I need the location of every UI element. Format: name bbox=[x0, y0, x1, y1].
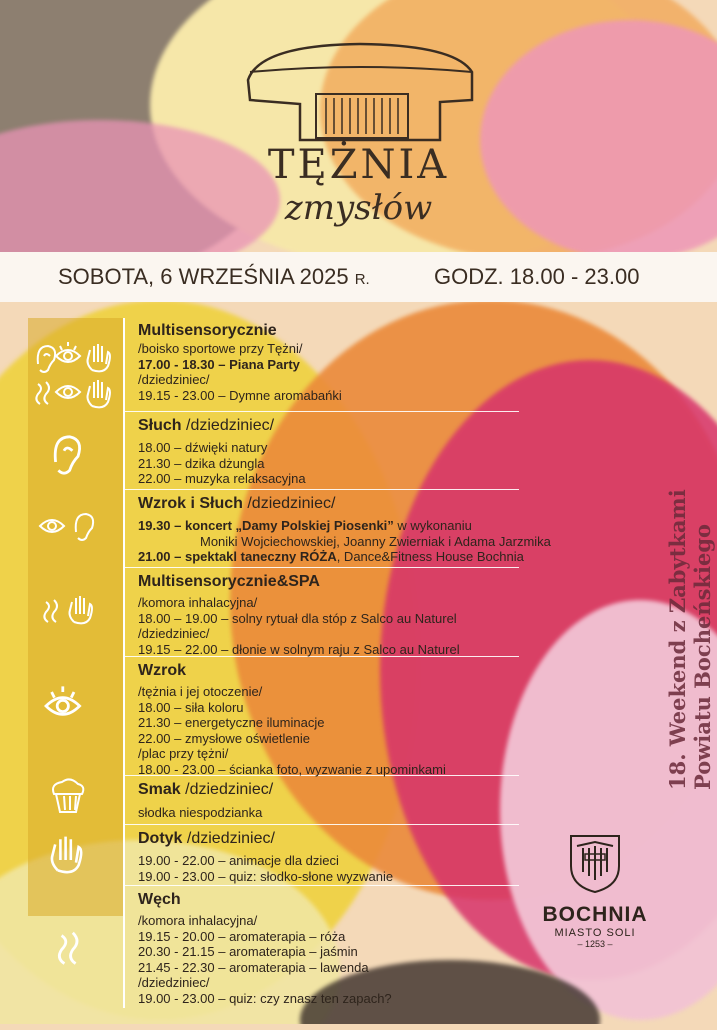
section-sight-hearing bbox=[138, 494, 551, 565]
section-touch bbox=[138, 829, 393, 884]
event-item: 19.30 – koncert „Damy Polskiej Piosenki” w wykonaniu bbox=[138, 518, 472, 533]
event-item: 18.00 – 19.00 – solny rytuał dla stóp z Salco au Naturel bbox=[138, 610, 457, 626]
section-divider bbox=[124, 824, 519, 825]
city-year: – 1253 – bbox=[577, 939, 613, 949]
coat-of-arms-icon bbox=[565, 832, 625, 894]
smell-icon bbox=[36, 382, 49, 404]
muffin-icon bbox=[53, 779, 83, 812]
event-item: 18.00 – siła koloru bbox=[138, 699, 244, 715]
event-item: 19.15 - 23.00 – Dymne aromabańki bbox=[138, 387, 342, 403]
event-item: 19.00 - 23.00 – quiz: słodko-słone wyzwanie bbox=[138, 868, 394, 884]
weekend-side-text: 18. Weekend z Zabytkami Powiatu Bocheńskiego bbox=[665, 489, 715, 790]
place: /komora inhalacyjna/ bbox=[138, 913, 258, 928]
event-item: 21.30 – energetyczne iluminacje bbox=[138, 715, 325, 730]
event-item: 22.00 – zmysłowe oświetlenie bbox=[138, 730, 310, 746]
event-item: 18.00 – dźwięki natury bbox=[138, 440, 268, 455]
event-subtitle: zmysłów bbox=[284, 188, 433, 228]
place: /boisko sportowe przy Tężni/ bbox=[138, 341, 303, 356]
place: /dziedziniec/ bbox=[138, 372, 210, 387]
eye-icon bbox=[40, 520, 64, 532]
smell-icon bbox=[59, 933, 77, 964]
eye-icon bbox=[46, 686, 80, 714]
smell-icon bbox=[44, 600, 57, 622]
event-item: 19.15 – 22.00 – dłonie w solnym raju z Salco au Naturel bbox=[138, 641, 460, 657]
section-title: Węch bbox=[138, 891, 181, 908]
event-item: 19.00 - 23.00 – quiz: czy znasz ten zapach? bbox=[138, 990, 392, 1006]
ear-icon bbox=[55, 437, 79, 473]
city-logo bbox=[535, 832, 655, 949]
section-title: Dotyk /dziedziniec/ bbox=[138, 830, 275, 847]
eye-icon bbox=[56, 386, 80, 398]
section-divider bbox=[124, 411, 519, 412]
graduation-tower-icon bbox=[0, 0, 717, 150]
date-band bbox=[0, 252, 717, 302]
place: /dziedziniec/ bbox=[138, 626, 210, 641]
eye-icon bbox=[56, 342, 80, 362]
section-title: Multisensorycznie&SPA bbox=[138, 573, 320, 590]
place: /tężnia i jej otoczenie/ bbox=[138, 684, 263, 699]
event-item: 18.00 - 23.00 – ścianka foto, wyzwanie z upominkami bbox=[138, 761, 446, 777]
section-taste bbox=[138, 780, 273, 821]
section-title: Multisensorycznie bbox=[138, 322, 277, 339]
section-divider bbox=[124, 885, 519, 886]
event-item: 21.45 - 22.30 – aromaterapia – lawenda bbox=[138, 959, 369, 975]
section-smell bbox=[138, 890, 392, 1006]
section-title: Wzrok bbox=[138, 662, 186, 679]
section-divider bbox=[124, 489, 519, 490]
ear-icon bbox=[38, 346, 55, 372]
event-item: 22.00 – muzyka relaksacyjna bbox=[138, 471, 306, 486]
event-item: 21.00 – spektakl taneczny RÓŻA, Dance&Fitness House Bochnia bbox=[138, 549, 524, 564]
section-multisensory bbox=[138, 321, 342, 403]
city-subtitle: MIASTO SOLI bbox=[554, 927, 636, 939]
hand-icon bbox=[52, 837, 81, 873]
event-item: 20.30 - 21.15 – aromaterapia – jaśmin bbox=[138, 944, 358, 959]
event-item-continuation: Moniki Wojciechowskiej, Joanny Zwierniak i Adama Jarzmika bbox=[200, 533, 551, 549]
section-sight bbox=[138, 661, 446, 777]
section-hearing bbox=[138, 416, 306, 487]
event-item: 21.30 – dzika dżungla bbox=[138, 455, 265, 471]
sense-icons bbox=[28, 330, 148, 1030]
section-title: Wzrok i Słuch /dziedziniec/ bbox=[138, 495, 336, 512]
event-item: 19.00 - 22.00 – animacje dla dzieci bbox=[138, 853, 339, 868]
event-time: GODZ. 18.00 - 23.00 bbox=[434, 264, 640, 289]
hand-icon bbox=[88, 344, 111, 371]
event-date: SOBOTA, 6 WRZEŚNIA 2025 R. bbox=[58, 264, 370, 289]
hand-icon bbox=[70, 596, 93, 623]
ear-icon bbox=[76, 514, 93, 540]
section-title: Smak /dziedziniec/ bbox=[138, 781, 274, 798]
section-title: Słuch /dziedziniec/ bbox=[138, 417, 275, 434]
event-title: TĘŻNIA bbox=[267, 142, 450, 188]
section-divider bbox=[124, 567, 519, 568]
city-name: BOCHNIA bbox=[542, 903, 648, 926]
place: /komora inhalacyjna/ bbox=[138, 595, 258, 610]
header-logo bbox=[0, 0, 717, 252]
event-item: słodka niespodzianka bbox=[138, 805, 263, 820]
section-spa bbox=[138, 572, 460, 657]
hand-icon bbox=[88, 380, 111, 407]
place: /dziedziniec/ bbox=[138, 975, 210, 990]
event-item: 17.00 - 18.30 – Piana Party bbox=[138, 356, 300, 372]
place: /plac przy tężni/ bbox=[138, 746, 229, 761]
event-item: 19.15 - 20.00 – aromaterapia – róża bbox=[138, 928, 346, 944]
